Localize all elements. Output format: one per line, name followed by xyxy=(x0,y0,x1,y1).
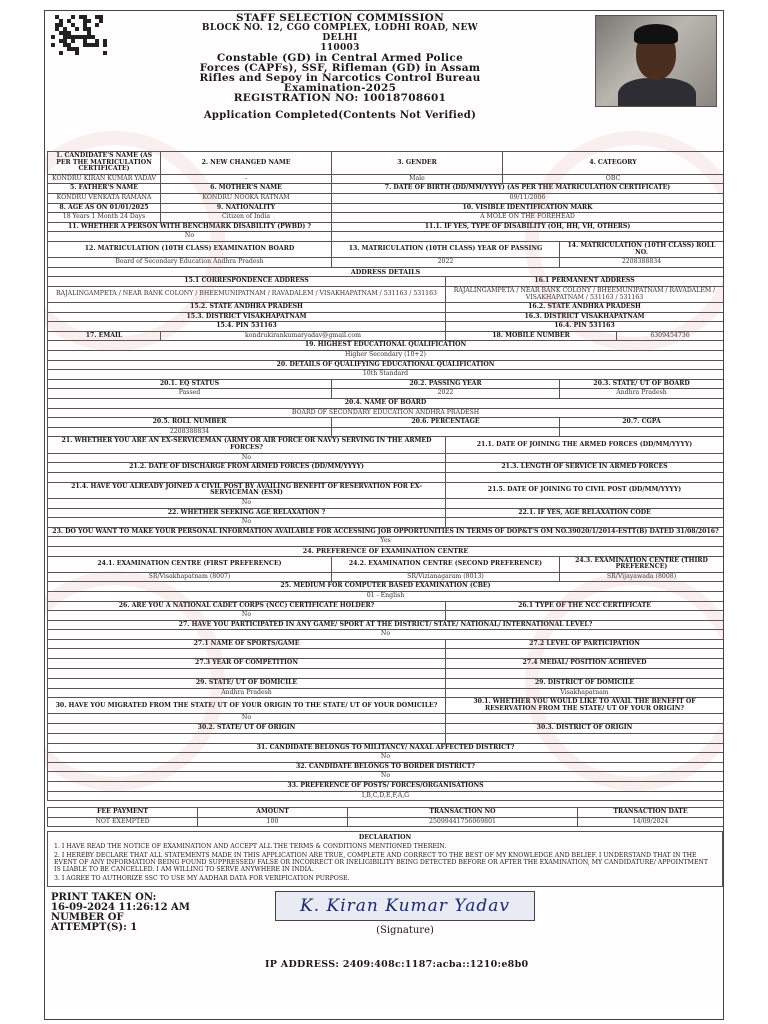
age-relaxation-value: No xyxy=(48,518,446,528)
declaration-box xyxy=(47,831,723,887)
fee-header: TRANSACTION DATE xyxy=(578,808,724,818)
field-label: 20.3. STATE/ UT OF BOARD xyxy=(560,379,724,389)
centre-third: SR/Vijayawada (8008) xyxy=(560,572,724,582)
fee-header: AMOUNT xyxy=(198,808,348,818)
field-label: 16.1 PERMANENT ADDRESS xyxy=(446,277,724,287)
field-label: 13. MATRICULATION (10TH CLASS) YEAR OF PASSING xyxy=(332,241,560,257)
cgpa xyxy=(560,427,724,437)
state-value: ANDHRA PRADESH xyxy=(572,303,641,311)
field-label: 18. MOBILE NUMBER xyxy=(446,331,617,341)
field-label: 21.5. DATE OF JOINING TO CIVIL POST (DD/MM/YYYY) xyxy=(446,482,724,498)
pass-year: 2022 xyxy=(332,258,560,268)
pin-value: 531163 xyxy=(588,322,615,330)
field-value xyxy=(48,649,446,659)
eq-status: Passed xyxy=(48,389,332,399)
board-state: Andhra Pradesh xyxy=(560,389,724,399)
centre-second: SR/Vizianagaram (8013) xyxy=(332,572,560,582)
org-name: STAFF SELECTION COMMISSION xyxy=(235,12,445,24)
field-value xyxy=(446,518,724,528)
field-label: 16.3. DISTRICT xyxy=(524,312,579,320)
field-label: 33. PREFERENCE OF POSTS/ FORCES/ORGANISATIONS xyxy=(48,782,724,792)
field-label: 9. NATIONALITY xyxy=(161,203,332,213)
civil-post-value: No xyxy=(48,498,446,508)
org-pin: 110003 xyxy=(320,43,360,53)
ip-address xyxy=(265,959,528,970)
field-label: 21.4. HAVE YOU ALREADY JOINED A CIVIL POST BY AVAILING BENEFIT OF RESERVATION FOR EX-SERVICEMAN (ESM) xyxy=(48,482,446,498)
qr-code xyxy=(51,15,107,55)
declaration-item: 3. I AGREE TO AUTHORIZE SSC TO USE MY AADHAR DATA FOR VERIFICATION PURPOSE. xyxy=(54,875,350,883)
field-label: 27.3 YEAR OF COMPETITION xyxy=(48,659,446,669)
section-heading: 24. PREFERENCE OF EXAMINATION CENTRE xyxy=(48,546,724,556)
field-label: 15.4. PIN xyxy=(216,322,249,330)
field-label: 30. HAVE YOU MIGRATED FROM THE STATE/ UT OF YOUR ORIGIN TO THE STATE/ UT OF YOUR DOMICILE? xyxy=(48,698,446,714)
field-label: 11. WHETHER A PERSON WITH BENCHMARK DISABILITY (PWBD) ? xyxy=(48,222,332,232)
exam-name: Constable (GD) in Central Armed Police Forces (CAPFs), SSF, Rifleman (GD) in Assam Rifles and Sepoy in Narcotics Control Bureau Examination-2025 xyxy=(199,52,481,94)
field-label: 16.2. STATE xyxy=(528,303,570,311)
migration-value: No xyxy=(48,714,446,724)
field-label: 17. EMAIL xyxy=(48,331,161,341)
post-preference: I,B,C,D,E,F,A,G xyxy=(48,791,724,801)
medium-value: 01 - English xyxy=(48,591,724,601)
field-label: 32. CANDIDATE BELONGS TO BORDER DISTRICT? xyxy=(48,762,724,772)
field-label: 29. DISTRICT OF DOMICILE xyxy=(446,679,724,689)
field-value xyxy=(446,649,724,659)
field-label: 23. DO YOU WANT TO MAKE YOUR PERSONAL INFORMATION AVAILABLE FOR ACCESSING JOB OPPORTUNITIES IN TERMS OF DOP&T'S OM NO.39020/1/2014-ESTT(B) DATED 31/08/2016? xyxy=(48,527,724,537)
org-address: BLOCK NO. 12, CGO COMPLEX, LODHI ROAD, NEW DELHI xyxy=(201,23,479,43)
field-value: - xyxy=(161,174,332,184)
border-value: No xyxy=(48,772,724,782)
section-heading: ADDRESS DETAILS xyxy=(48,267,724,277)
fee-amount: 100 xyxy=(198,817,348,827)
field-label: 3. GENDER xyxy=(332,152,503,175)
qualification-detail: 10th Standard xyxy=(48,370,724,380)
field-label: 16.4. PIN xyxy=(554,322,587,330)
declaration-item: 2. I HEREBY DECLARE THAT ALL STATEMENTS MADE IN THIS APPLICATION ARE TRUE, COMPLETE AND CORRECT TO THE BEST OF MY KNOWLEDGE AND BELIEF. I UNDERSTAND THAT IN THE EVENT OF ANY INFORMATION BEING FOUND SUPPRESSED/ FALSE OR INCORRECT OR INELIGIBILITY BEING DETECTED BEFORE OR AFTER THE EXAMINATION, MY CANDIDATURE/ APPOINTMENT IS LIABLE TO BE CANCELLED. I AM WILLING TO SERVE ANYWHERE IN INDIA. xyxy=(54,852,709,874)
signature-image: K. Kiran Kumar Yadav xyxy=(275,891,535,921)
militancy-value: No xyxy=(48,753,724,763)
gender-value: Male xyxy=(332,174,503,184)
form-table xyxy=(47,151,724,801)
category-value: OBC xyxy=(503,174,724,184)
application-form-page xyxy=(44,10,724,1020)
fee-table xyxy=(47,807,724,827)
field-value xyxy=(446,472,724,482)
field-label: 22. WHETHER SEEKING AGE RELAXATION ? xyxy=(48,508,446,518)
field-label: 22.1. IF YES, AGE RELAXATION CODE xyxy=(446,508,724,518)
field-label: 30.1. WHETHER YOU WOULD LIKE TO AVAIL THE BENEFIT OF RESERVATION FROM THE STATE/ UT OF YOUR ORIGIN? xyxy=(446,698,724,714)
reg-label: REGISTRATION NO: xyxy=(233,92,359,104)
field-label: 7. DATE OF BIRTH (DD/MM/YYYY) (AS PER THE MATRICULATION CERTIFICATE) xyxy=(332,184,724,194)
reg-number: 10018708601 xyxy=(362,92,447,104)
field-label: 24.1. EXAMINATION CENTRE (FIRST PREFERENCE) xyxy=(48,556,332,572)
declaration-title: DECLARATION xyxy=(358,834,412,842)
field-label: 1. CANDIDATE'S NAME (AS PER THE MATRICULATION CERTIFICATE) xyxy=(48,152,161,175)
field-value xyxy=(446,669,724,679)
mother-name: KONDRU NOOKA RATNAM xyxy=(161,193,332,203)
attempts-count: 1 xyxy=(130,922,138,934)
field-label: 14. MATRICULATION (10TH CLASS) ROLL NO. xyxy=(560,241,724,257)
qualification-value: Higher Secondary (10+2) xyxy=(48,351,724,361)
field-label: 15.3. DISTRICT xyxy=(186,312,241,320)
transaction-date: 14/09/2024 xyxy=(578,817,724,827)
field-label: 2. NEW CHANGED NAME xyxy=(161,152,332,175)
mobile-value: 6309454736 xyxy=(617,331,724,341)
board-value: Board of Secondary Education Andhra Pradesh xyxy=(48,258,332,268)
ip-label: IP ADDRESS: xyxy=(265,959,340,971)
field-label: 30.3. DISTRICT OF ORIGIN xyxy=(446,724,724,734)
candidate-name: KONDRU KIRAN KUMAR YADAV xyxy=(48,174,161,184)
field-label: 21. WHETHER YOU ARE AN EX-SERVICEMAN (ARMY OR AIR FORCE OR NAVY) SERVING IN THE ARMED FORCES? xyxy=(48,437,446,453)
board-name: BOARD OF SECONDARY EDUCATION ANDHRA PRADESH xyxy=(48,408,724,418)
field-label: 15.2. STATE xyxy=(190,303,232,311)
field-label: 15.1 CORRESPONDENCE ADDRESS xyxy=(48,277,446,287)
field-value xyxy=(48,733,446,743)
field-label: 20. DETAILS OF QUALIFYING EDUCATIONAL QUALIFICATION xyxy=(48,360,724,370)
field-label: 27.4 MEDAL/ POSITION ACHIEVED xyxy=(446,659,724,669)
field-label: 27.2 LEVEL OF PARTICIPATION xyxy=(446,639,724,649)
field-label: 31. CANDIDATE BELONGS TO MILITANCY/ NAXAL AFFECTED DISTRICT? xyxy=(48,743,724,753)
field-label: 25. MEDIUM FOR COMPUTER BASED EXAMINATION (CBE) xyxy=(48,582,724,592)
domicile-district: Visakhapatnam xyxy=(446,688,724,698)
transaction-number: 25099441756069801 xyxy=(348,817,578,827)
district-value: VISAKHAPATNAM xyxy=(242,312,307,320)
field-label: 24.3. EXAMINATION CENTRE (THIRD PREFERENCE) xyxy=(560,556,724,572)
field-label: 19. HIGHEST EDUCATIONAL QUALIFICATION xyxy=(48,341,724,351)
percentage xyxy=(332,427,560,437)
district-value: VISAKHAPATNAM xyxy=(580,312,645,320)
field-label: 20.7. CGPA xyxy=(560,418,724,428)
print-date: 16-09-2024 11:26:12 AM xyxy=(51,902,190,914)
field-label: 24.2. EXAMINATION CENTRE (SECOND PREFERENCE) xyxy=(332,556,560,572)
field-label: 4. CATEGORY xyxy=(503,152,724,175)
field-label: 5. FATHER'S NAME xyxy=(48,184,161,194)
field-value xyxy=(48,472,446,482)
form-footer xyxy=(45,887,723,979)
identification-mark: A MOLE ON THE FOREHEAD xyxy=(332,213,724,223)
centre-first: SR/Visakhapatnam (8007) xyxy=(48,572,332,582)
print-label: PRINT TAKEN ON: xyxy=(51,892,157,904)
field-value xyxy=(446,498,724,508)
field-label: 20.2. PASSING YEAR xyxy=(332,379,560,389)
ip-value: 2409:408c:1187:acba::1210:e8b0 xyxy=(342,959,529,971)
field-label: 21.1. DATE OF JOINING THE ARMED FORCES (DD/MM/YYYY) xyxy=(446,437,724,453)
ex-serviceman-value: No xyxy=(48,453,446,463)
email-value: kondrukirankumaryadav@gmail.com xyxy=(161,331,446,341)
field-label: 20.1. EQ STATUS xyxy=(48,379,332,389)
declaration-item: 1. I HAVE READ THE NOTICE OF EXAMINATION AND ACCEPT ALL THE TERMS & CONDITIONS MENTIONED THEREIN. xyxy=(54,843,447,851)
age-value: 18 Years 1 Month 24 Days xyxy=(48,213,161,223)
field-label: 26. ARE YOU A NATIONAL CADET CORPS (NCC) CERTIFICATE HOLDER? xyxy=(48,601,446,611)
field-label: 20.5. ROLL NUMBER xyxy=(48,418,332,428)
field-label: 12. MATRICULATION (10TH CLASS) EXAMINATION BOARD xyxy=(48,241,332,257)
share-info-value: Yes xyxy=(48,537,724,547)
field-label: 29. STATE/ UT OF DOMICILE xyxy=(48,679,446,689)
nationality-value: Citizen of India xyxy=(161,213,332,223)
field-label: 30.2. STATE/ UT OF ORIGIN xyxy=(48,724,446,734)
field-label: 20.4. NAME OF BOARD xyxy=(48,399,724,409)
ncc-value: No xyxy=(48,611,446,621)
dob-value: 09/11/2006 xyxy=(332,193,724,203)
signature-caption: (Signature) xyxy=(376,925,434,937)
attempts-label: NUMBER OF ATTEMPT(S): xyxy=(51,912,127,934)
fee-header: TRANSACTION NO xyxy=(348,808,578,818)
roll-no: 2208388834 xyxy=(560,258,724,268)
disability-type xyxy=(332,232,724,242)
candidate-photo xyxy=(595,15,717,107)
pin-value: 531163 xyxy=(250,322,277,330)
field-label: 11.1. IF YES, TYPE OF DISABILITY (OH, HH, VH, OTHERS) xyxy=(332,222,724,232)
field-label: 21.3. LENGTH OF SERVICE IN ARMED FORCES xyxy=(446,463,724,473)
domicile-state: Andhra Pradesh xyxy=(48,688,446,698)
permanent-address: RAJALINGAMPETA / NEAR BANK COLONY / BHEEMUNIPATNAM / RAVADALEM / VISAKHAPATNAM / 531163 / 531163 xyxy=(446,286,724,302)
field-value xyxy=(48,669,446,679)
fee-header: FEE PAYMENT xyxy=(48,808,198,818)
father-name: KONDRU VENKATA RAMANA xyxy=(48,193,161,203)
field-label: 27. HAVE YOU PARTICIPATED IN ANY GAME/ SPORT AT THE DISTRICT/ STATE/ NATIONAL/ INTERNATIONAL LEVEL? xyxy=(48,620,724,630)
field-value xyxy=(446,733,724,743)
field-label: 26.1 TYPE OF THE NCC CERTIFICATE xyxy=(446,601,724,611)
print-info xyxy=(51,893,201,933)
sport-value: No xyxy=(48,630,724,640)
field-label: 6. MOTHER'S NAME xyxy=(161,184,332,194)
field-label: 20.6. PERCENTAGE xyxy=(332,418,560,428)
field-value xyxy=(446,714,724,724)
state-value: ANDHRA PRADESH xyxy=(234,303,303,311)
application-status: Application Completed(Contents Not Verified) xyxy=(203,110,477,121)
form-header xyxy=(45,11,723,151)
field-label: 27.1 NAME OF SPORTS/GAME xyxy=(48,639,446,649)
passing-year: 2022 xyxy=(332,389,560,399)
field-label: 10. VISIBLE IDENTIFICATION MARK xyxy=(332,203,724,213)
field-value xyxy=(446,453,724,463)
field-value xyxy=(446,611,724,621)
pwbd-value: No xyxy=(48,232,332,242)
correspondence-address: RAJALINGAMPETA / NEAR BANK COLONY / BHEEMUNIPATNAM / RAVADALEM / VISAKHAPATNAM / 531163 / 531163 xyxy=(48,286,446,302)
roll-number: 2208388834 xyxy=(48,427,332,437)
field-label: 21.2. DATE OF DISCHARGE FROM ARMED FORCES (DD/MM/YYYY) xyxy=(48,463,446,473)
field-label: 8. AGE AS ON 01/01/2025 xyxy=(48,203,161,213)
fee-status: NOT EXEMPTED xyxy=(48,817,198,827)
header-text xyxy=(195,13,485,121)
